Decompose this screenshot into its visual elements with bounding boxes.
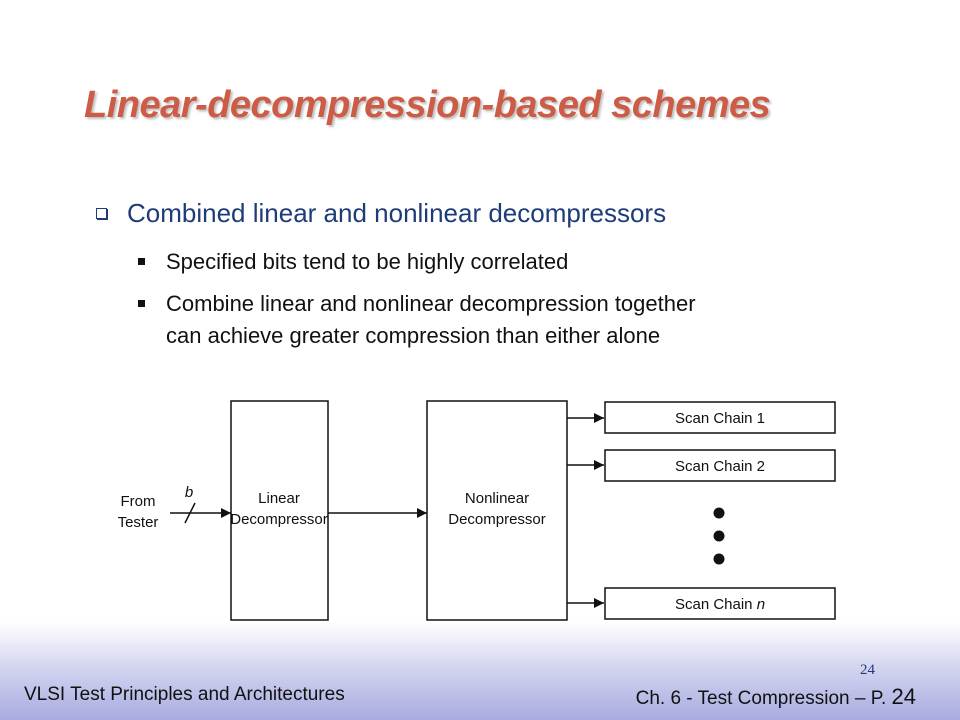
footer-chapter-text: Ch. 6 - Test Compression – P. (635, 688, 887, 709)
linear-decompressor-label-line2: Decompressor (230, 511, 328, 528)
bullet-sub-1-text: Specified bits tend to be highly correlated (166, 249, 569, 274)
from-tester-label-line2: Tester (117, 514, 159, 531)
slide-number: 24 (860, 662, 875, 678)
footer-page-number: 24 (891, 684, 916, 709)
linear-decompressor-label-line1: Linear (258, 490, 300, 507)
bullet-sub-2-line1: Combine linear and nonlinear decompression together (166, 291, 696, 316)
ellipsis-dot-1 (714, 508, 725, 519)
bullet-sub-2-line2: can achieve greater compression than either alone (166, 323, 661, 348)
ellipsis-dot-3 (714, 554, 725, 565)
ellipsis-dot-2 (714, 531, 725, 542)
bullet-main-text: Combined linear and nonlinear decompressors (127, 198, 667, 228)
bus-width-label: b (184, 484, 194, 501)
footer-course-title: VLSI Test Principles and Architectures (24, 684, 345, 705)
scan-chain-2-label: Scan Chain 2 (674, 458, 766, 475)
nonlinear-decompressor-label-line1: Nonlinear (464, 490, 530, 507)
scan-chain-n-label: Scan Chain n (674, 596, 766, 613)
nonlinear-decompressor-label-line2: Decompressor (448, 511, 546, 528)
slide-title: Linear-decompression-based schemes (84, 84, 771, 126)
from-tester-label-line1: From (120, 493, 156, 510)
footer-chapter-page (636, 684, 916, 710)
scan-chain-1-label: Scan Chain 1 (674, 410, 766, 427)
